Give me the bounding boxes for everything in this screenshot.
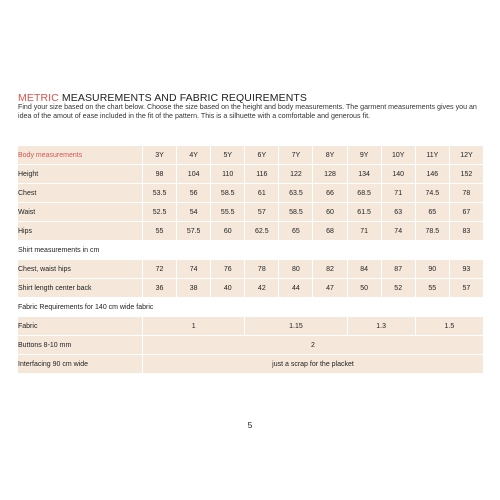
size-header-cell: 12Y xyxy=(450,146,484,164)
table-cell: 36 xyxy=(143,279,177,297)
title-rest: MEASUREMENTS AND FABRIC REQUIREMENTS xyxy=(61,92,308,104)
table-cell: 57 xyxy=(450,279,484,297)
page-number: 5 xyxy=(247,420,253,430)
table-cell: 2 xyxy=(143,336,484,354)
table-cell: 58.5 xyxy=(211,184,245,202)
row-label: Shirt length center back xyxy=(18,279,143,297)
table-cell: 60 xyxy=(211,222,245,240)
table-cell: 65 xyxy=(416,203,450,221)
table-cell: 63 xyxy=(382,203,416,221)
table-cell: 38 xyxy=(177,279,211,297)
table-cell: 82 xyxy=(313,260,347,278)
table-cell: 71 xyxy=(348,222,382,240)
table-cell: 140 xyxy=(382,165,416,183)
section-header-row xyxy=(18,241,484,259)
table-cell: 50 xyxy=(348,279,382,297)
table-cell: 78 xyxy=(245,260,279,278)
table-row xyxy=(18,222,484,240)
body-measurements-header: Body measurements xyxy=(18,146,143,164)
row-label: Buttons 8-10 mm xyxy=(18,336,143,354)
size-header-cell: 9Y xyxy=(348,146,382,164)
table-row xyxy=(18,260,484,278)
table-cell: 68.5 xyxy=(348,184,382,202)
table-cell: 1.15 xyxy=(245,317,347,335)
table-cell: 44 xyxy=(279,279,313,297)
table-cell: 1 xyxy=(143,317,245,335)
table-cell: 72 xyxy=(143,260,177,278)
table-cell: 78 xyxy=(450,184,484,202)
table-cell: 57.5 xyxy=(177,222,211,240)
row-label: Fabric xyxy=(18,317,143,335)
table-cell: 90 xyxy=(416,260,450,278)
table-cell: 40 xyxy=(211,279,245,297)
table-row xyxy=(18,336,484,354)
shirt-measurements-header: Shirt measurements in cm xyxy=(18,246,100,254)
table-cell: 93 xyxy=(450,260,484,278)
table-cell: 78.5 xyxy=(416,222,450,240)
table-header-row xyxy=(18,146,484,164)
table-cell: 63.5 xyxy=(279,184,313,202)
table-cell: 110 xyxy=(211,165,245,183)
table-cell: 42 xyxy=(245,279,279,297)
size-header-cell: 8Y xyxy=(313,146,347,164)
table-cell: 1.3 xyxy=(348,317,416,335)
table-cell: 52.5 xyxy=(143,203,177,221)
table-cell: 61.5 xyxy=(348,203,382,221)
table-cell: 80 xyxy=(279,260,313,278)
table-cell: 116 xyxy=(245,165,279,183)
size-header-cell: 10Y xyxy=(382,146,416,164)
table-cell: 74 xyxy=(177,260,211,278)
table-row xyxy=(18,165,484,183)
table-cell: 53.5 xyxy=(143,184,177,202)
row-label: Height xyxy=(18,165,143,183)
table-cell: 84 xyxy=(348,260,382,278)
table-cell: 47 xyxy=(313,279,347,297)
size-header-cell: 4Y xyxy=(177,146,211,164)
table-row xyxy=(18,317,484,335)
section-header-row xyxy=(18,298,484,316)
table-cell: 60 xyxy=(313,203,347,221)
table-cell: 87 xyxy=(382,260,416,278)
table-cell: 152 xyxy=(450,165,484,183)
table-cell: 74.5 xyxy=(416,184,450,202)
title-accent: METRIC xyxy=(18,92,59,104)
size-header-cell: 5Y xyxy=(211,146,245,164)
table-row xyxy=(18,203,484,221)
table-cell: 68 xyxy=(313,222,347,240)
table-cell: 98 xyxy=(143,165,177,183)
table-cell: 52 xyxy=(382,279,416,297)
row-label: Chest, waist hips xyxy=(18,260,143,278)
table-cell: just a scrap for the placket xyxy=(143,355,484,373)
table-cell: 54 xyxy=(177,203,211,221)
table-row xyxy=(18,355,484,373)
size-header-cell: 3Y xyxy=(143,146,177,164)
table-cell: 134 xyxy=(348,165,382,183)
row-label: Hips xyxy=(18,222,143,240)
table-cell: 58.5 xyxy=(279,203,313,221)
table-cell: 56 xyxy=(177,184,211,202)
fabric-requirements-header: Fabric Requirements for 140 cm wide fabric xyxy=(18,303,154,311)
table-cell: 122 xyxy=(279,165,313,183)
table-cell: 128 xyxy=(313,165,347,183)
row-label: Interfacing 90 cm wide xyxy=(18,355,143,373)
table-row xyxy=(18,184,484,202)
table-cell: 71 xyxy=(382,184,416,202)
intro-paragraph: Find your size based on the chart below. Choose the size based on the height and body measurements. The garment measurements gives you an idea of the amout of ease included in the fit of the pattern. This is a silhuette with a comfortable and generous fit. xyxy=(18,103,477,120)
table-cell: 55 xyxy=(416,279,450,297)
size-chart-table xyxy=(18,145,484,374)
table-cell: 66 xyxy=(313,184,347,202)
row-label: Waist xyxy=(18,203,143,221)
table-cell: 83 xyxy=(450,222,484,240)
table-cell: 61 xyxy=(245,184,279,202)
size-header-cell: 7Y xyxy=(279,146,313,164)
table-cell: 1.5 xyxy=(416,317,484,335)
table-cell: 74 xyxy=(382,222,416,240)
size-header-cell: 6Y xyxy=(245,146,279,164)
table-cell: 76 xyxy=(211,260,245,278)
table-cell: 67 xyxy=(450,203,484,221)
size-header-cell: 11Y xyxy=(416,146,450,164)
table-cell: 146 xyxy=(416,165,450,183)
table-cell: 57 xyxy=(245,203,279,221)
table-cell: 65 xyxy=(279,222,313,240)
row-label: Chest xyxy=(18,184,143,202)
table-cell: 62.5 xyxy=(245,222,279,240)
table-cell: 55.5 xyxy=(211,203,245,221)
table-cell: 104 xyxy=(177,165,211,183)
table-cell: 55 xyxy=(143,222,177,240)
table-row xyxy=(18,279,484,297)
